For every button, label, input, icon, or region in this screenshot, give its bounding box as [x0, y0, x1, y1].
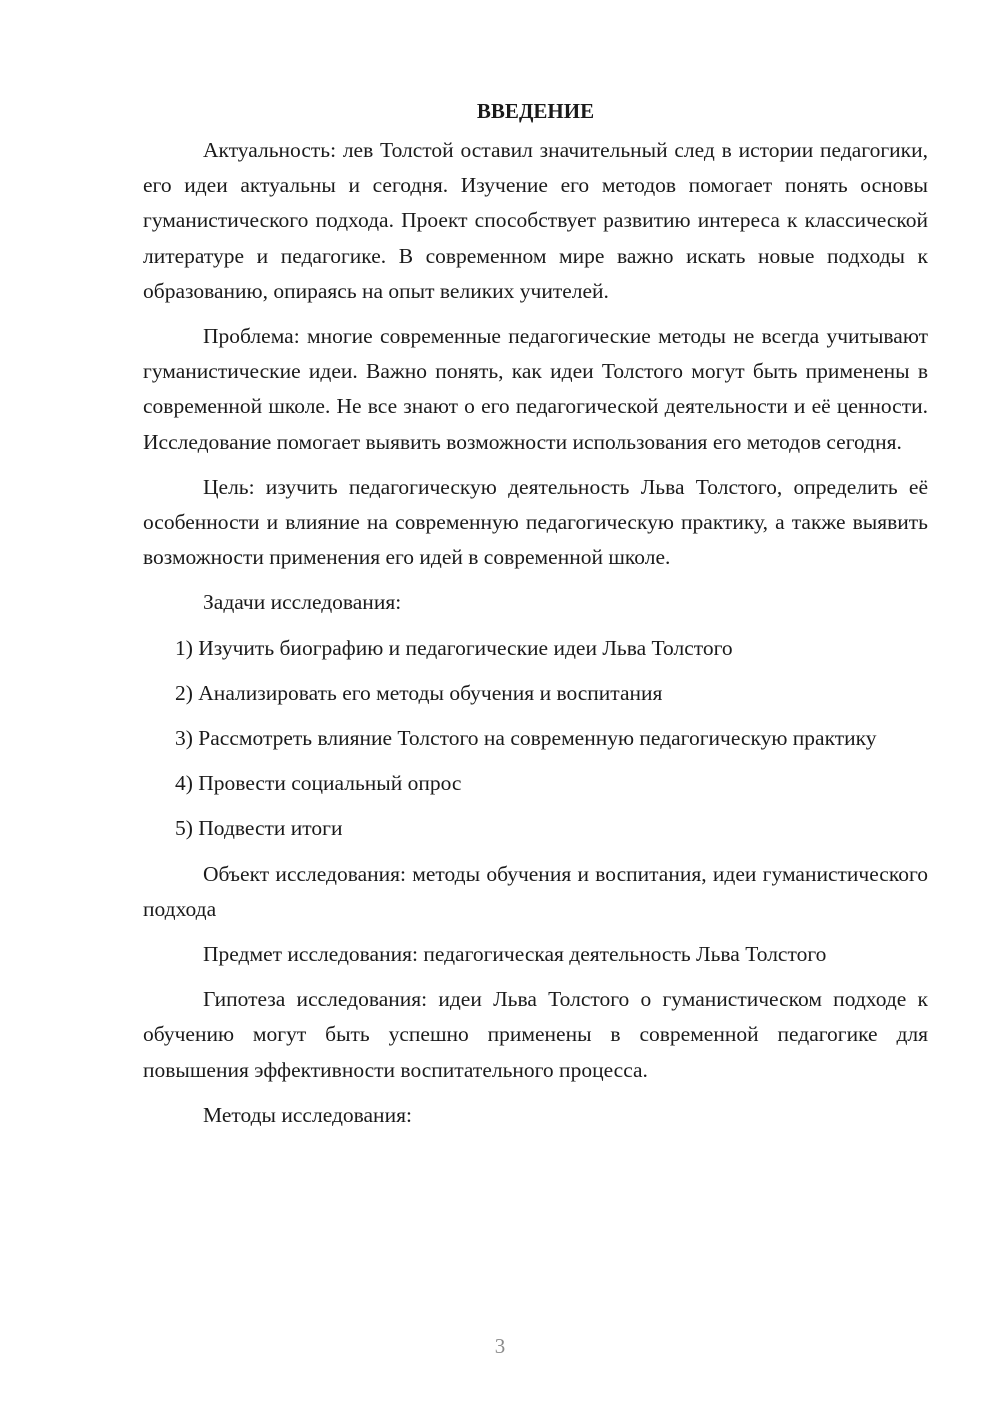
task-item-2: 2) Анализировать его методы обучения и воспитания — [175, 680, 663, 705]
tasks-heading: Задачи исследования: — [203, 590, 402, 615]
hypothesis-paragraph: Гипотеза исследования: идеи Льва Толстого о гуманистическом подходе к обучению могут быть успешно применены в современной педагогике для повышения эффективности воспитательного процесса. — [143, 987, 928, 1082]
task-item-3: 3) Рассмотреть влияние Толстого на современную педагогическую практику — [175, 726, 877, 751]
task-item-4: 4) Провести социальный опрос — [175, 771, 462, 796]
methods-heading: Методы исследования: — [203, 1102, 412, 1127]
task-item-5: 5) Подвести итоги — [175, 816, 343, 841]
page-number: 3 — [494, 1334, 506, 1358]
problem-paragraph: Проблема: многие современные педагогические методы не всегда учитывают гуманистические идеи. Важно понять, как идеи Толстого могут быть применены в современной школе. Не все знают о его педагогической деятельности и её ценности. Исследование помогает выявить возможности использования его методов сегодня. — [143, 324, 928, 454]
subject-paragraph: Предмет исследования: педагогическая деятельность Льва Толстого — [203, 942, 827, 967]
task-item-1: 1) Изучить биографию и педагогические идеи Льва Толстого — [175, 635, 733, 660]
document-page — [143, 93, 928, 1143]
section-title: ВВЕДЕНИЕ — [476, 99, 595, 123]
relevance-paragraph: Актуальность: лев Толстой оставил значительный след в истории педагогики, его идеи актуальны и сегодня. Изучение его методов помогает понять основы гуманистического подхода. Проект способствует развитию интереса к классической литературе и педагогике. В современном мире важно искать новые подходы к образованию, опираясь на опыт великих учителей. — [143, 138, 928, 303]
object-paragraph: Объект исследования: методы обучения и воспитания, идеи гуманистического подхода — [143, 861, 928, 921]
goal-paragraph: Цель: изучить педагогическую деятельность Льва Толстого, определить её особенности и влияние на современную педагогическую практику, а также выявить возможности применения его идей в современной школе. — [143, 474, 928, 570]
